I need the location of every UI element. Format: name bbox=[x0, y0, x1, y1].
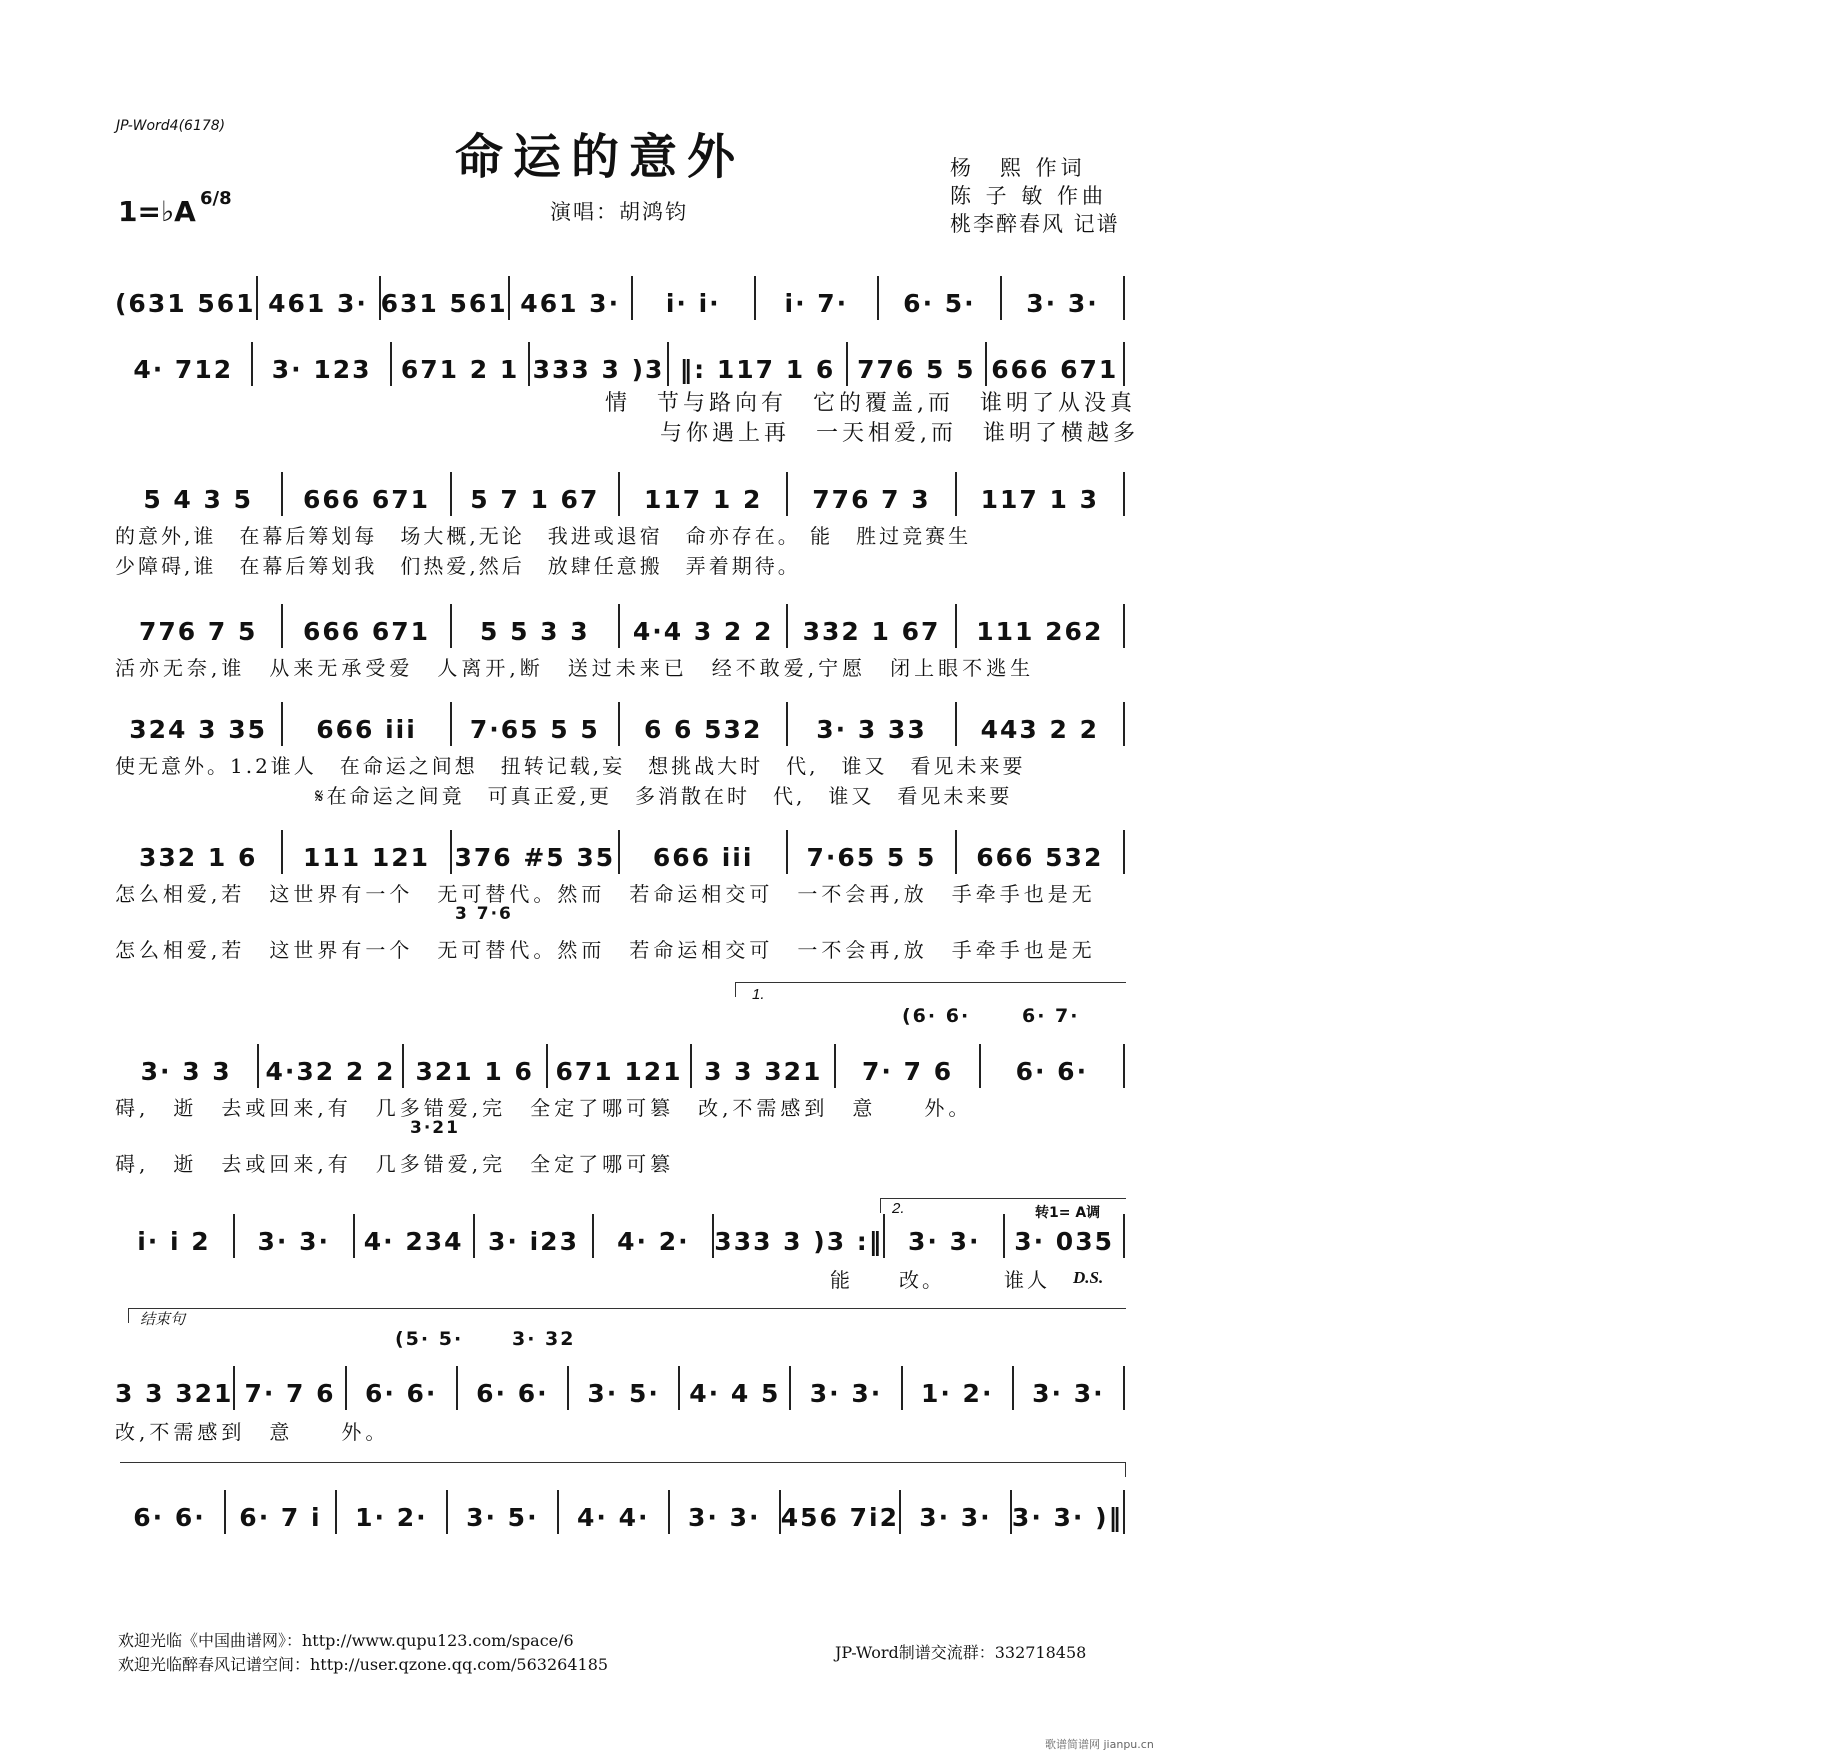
footer-link-2: 欢迎光临醉春风记谱空间：http://user.qzone.qq.com/563264185 bbox=[118, 1655, 609, 1674]
measure: 6· 6· bbox=[979, 1044, 1125, 1088]
measure: 4· 2· bbox=[592, 1214, 712, 1258]
measure: ‖: 117 1 6 bbox=[667, 342, 846, 386]
lyric-line: 少障碍,谁 在幕后筹划我 们热爱,然后 放肆任意搬 弄着期待。 bbox=[115, 554, 801, 578]
measure: 6· 7 i bbox=[224, 1490, 335, 1534]
measure: 3· 3· )‖ bbox=[1010, 1490, 1125, 1534]
credit-composer: 陈 子 敏 作曲 bbox=[950, 184, 1108, 208]
measure: 1· 2· bbox=[901, 1366, 1012, 1410]
measure: 332 1 67 bbox=[786, 604, 954, 648]
measure: 3· 3 3 bbox=[140, 1057, 232, 1086]
first-ending-label: 1. bbox=[752, 986, 765, 1003]
lyric-line: 改,不需感到 意 外。 bbox=[115, 1420, 390, 1444]
slur-line bbox=[120, 1462, 1126, 1477]
measure: 4· 712 bbox=[133, 355, 234, 384]
measure: 6· 5· bbox=[877, 276, 1000, 320]
measure: 776 7 3 bbox=[786, 472, 954, 516]
measure: 666 671 bbox=[985, 342, 1125, 386]
measure: 3· 3· bbox=[883, 1214, 1003, 1258]
measure: 3 3 321 bbox=[690, 1044, 834, 1088]
measure: 376 #5 35 bbox=[450, 830, 618, 874]
upper-notes: 3· 32 bbox=[512, 1328, 576, 1350]
page-title: 命运的意外 bbox=[455, 129, 746, 185]
coda-label: 结束句 bbox=[140, 1311, 186, 1328]
upper-notes: (5· 5· bbox=[395, 1328, 464, 1350]
measure: 3· 123 bbox=[251, 342, 389, 386]
lyric-line: 与你遇上再 一天相爱,而 谁明了横越多 bbox=[660, 421, 1139, 446]
measure: 4·4 3 2 2 bbox=[618, 604, 786, 648]
measure: 3· 3 33 bbox=[786, 702, 954, 746]
software-tag: JP-Word4(6178) bbox=[116, 118, 226, 134]
measure: 4·32 2 2 bbox=[257, 1044, 401, 1088]
key-change-label: 转1= A调 bbox=[1035, 1205, 1101, 1221]
measure: 666 671 bbox=[281, 604, 449, 648]
lyric-line: 怎么相爱,若 这世界有一个 无可替代。然而 若命运相交可 一不会再,放 手牵手也是无 bbox=[115, 938, 1096, 962]
singer: 演唱：胡鸿钧 bbox=[550, 200, 688, 224]
first-ending-bracket bbox=[735, 982, 1126, 997]
measure: 776 7 5 bbox=[138, 617, 258, 646]
measure: i· i 2 bbox=[137, 1227, 211, 1256]
time-signature-value: 6/8 bbox=[200, 188, 232, 209]
credit-transcriber: 桃李醉春风 记谱 bbox=[950, 212, 1120, 236]
measure: 3· 3· bbox=[789, 1366, 900, 1410]
measure: 7·65 5 5 bbox=[450, 702, 618, 746]
measure: 776 5 5 bbox=[846, 342, 984, 386]
measure: 666 iii bbox=[618, 830, 786, 874]
measure: 4· 4 5 bbox=[678, 1366, 789, 1410]
measure: 6· 6· bbox=[456, 1366, 567, 1410]
lyric-line: 能 改。 谁人 bbox=[830, 1268, 1050, 1292]
measure: 666 532 bbox=[955, 830, 1125, 874]
measure: 3· 3· bbox=[233, 1214, 353, 1258]
measure: 671 121 bbox=[546, 1044, 690, 1088]
measure: 456 7i2 bbox=[779, 1490, 899, 1534]
measure: 3· 5· bbox=[446, 1490, 557, 1534]
coda-bracket bbox=[128, 1308, 1126, 1323]
measure: 333 3 )3 :‖ bbox=[712, 1214, 883, 1258]
measure: i· i· bbox=[631, 276, 754, 320]
lyric-line: 的意外,谁 在幕后筹划每 场大概,无论 我进或退宿 命亦存在。 能 胜过竞赛生 bbox=[115, 524, 972, 548]
measure: 6 6 532 bbox=[618, 702, 786, 746]
measure: 333 3 )3 bbox=[528, 342, 666, 386]
measure: 3 3 321 bbox=[115, 1379, 234, 1408]
measure: 3· 3· bbox=[899, 1490, 1010, 1534]
ds-mark: D.S. bbox=[1073, 1268, 1104, 1287]
measure: 4· 4· bbox=[557, 1490, 668, 1534]
measure: 3· 5· bbox=[567, 1366, 678, 1410]
footer-link-1: 欢迎光临《中国曲谱网》：http://www.qupu123.com/space/6 bbox=[118, 1631, 574, 1650]
lyric-line: 使无意外。1.2谁人 在命运之间想 扭转记载,妄 想挑战大时 代, 谁又 看见未来要 bbox=[115, 754, 1026, 778]
measure: 111 262 bbox=[955, 604, 1125, 648]
measure: 5 4 3 5 bbox=[143, 485, 254, 514]
measure: 3· 035 bbox=[1003, 1214, 1125, 1258]
measure: 1· 2· bbox=[335, 1490, 446, 1534]
measure: i· 7· bbox=[754, 276, 877, 320]
alt-notes: 3·21 bbox=[410, 1118, 460, 1138]
credit-lyricist: 杨 熙 作词 bbox=[950, 156, 1086, 180]
measure: 117 1 2 bbox=[618, 472, 786, 516]
measure: 324 3 35 bbox=[129, 715, 268, 744]
measure: 111 121 bbox=[281, 830, 449, 874]
measure: 666 iii bbox=[281, 702, 449, 746]
measure: 7· 7 6 bbox=[834, 1044, 978, 1088]
measure: 5 5 3 3 bbox=[450, 604, 618, 648]
measure: 117 1 3 bbox=[955, 472, 1125, 516]
lyric-line: 碍, 逝 去或回来,有 几多错爱,完 全定了哪可篡 改,不需感到 意 外。 bbox=[115, 1096, 973, 1120]
measure: 671 2 1 bbox=[390, 342, 528, 386]
measure: 6· 6· bbox=[133, 1503, 206, 1532]
measure: 4· 234 bbox=[353, 1214, 473, 1258]
measure: 3· 3· bbox=[1000, 276, 1125, 320]
lyric-line: 𝄋在命运之间竟 可真正爱,更 多消散在时 代, 谁又 看见未来要 bbox=[315, 784, 1013, 808]
watermark: 歌谱简谱网 jianpu.cn bbox=[1045, 1738, 1154, 1751]
measure: 332 1 6 bbox=[138, 843, 258, 872]
lyric-line: 碍, 逝 去或回来,有 几多错爱,完 全定了哪可篡 bbox=[115, 1152, 675, 1176]
second-ending-label: 2. bbox=[892, 1200, 905, 1217]
measure: 666 671 bbox=[281, 472, 449, 516]
measure: 321 1 6 bbox=[402, 1044, 546, 1088]
lyric-line: 情 节与路向有 它的覆盖,而 谁明了从没真 bbox=[605, 391, 1136, 416]
measure: 7· 7 6 bbox=[233, 1366, 344, 1410]
measure: 3· 3· bbox=[1012, 1366, 1125, 1410]
key-signature: 1=♭A bbox=[118, 195, 196, 228]
measure: (631 561 bbox=[115, 289, 256, 318]
measure: 461 3· bbox=[508, 276, 631, 320]
measure: 631 561 bbox=[379, 276, 508, 320]
lyric-line: 活亦无奈,谁 从来无承受爱 人离开,断 送过未来已 经不敢爱,宁愿 闭上眼不逃生 bbox=[115, 656, 1035, 680]
measure: 6· 6· bbox=[345, 1366, 456, 1410]
measure: 461 3· bbox=[256, 276, 379, 320]
footer-group: JP-Word制谱交流群：332718458 bbox=[835, 1643, 1087, 1662]
time-signature bbox=[200, 190, 232, 208]
lyric-line: 怎么相爱,若 这世界有一个 无可替代。然而 若命运相交可 一不会再,放 手牵手也是无 bbox=[115, 882, 1096, 906]
alt-notes: 3 7·6 bbox=[455, 904, 513, 924]
upper-notes: 6· 7· bbox=[1022, 1005, 1080, 1027]
measure: 5 7 1 67 bbox=[450, 472, 618, 516]
upper-notes: (6· 6· bbox=[902, 1005, 971, 1027]
measure: 443 2 2 bbox=[955, 702, 1125, 746]
measure: 7·65 5 5 bbox=[786, 830, 954, 874]
measure: 3· i23 bbox=[473, 1214, 593, 1258]
measure: 3· 3· bbox=[668, 1490, 779, 1534]
